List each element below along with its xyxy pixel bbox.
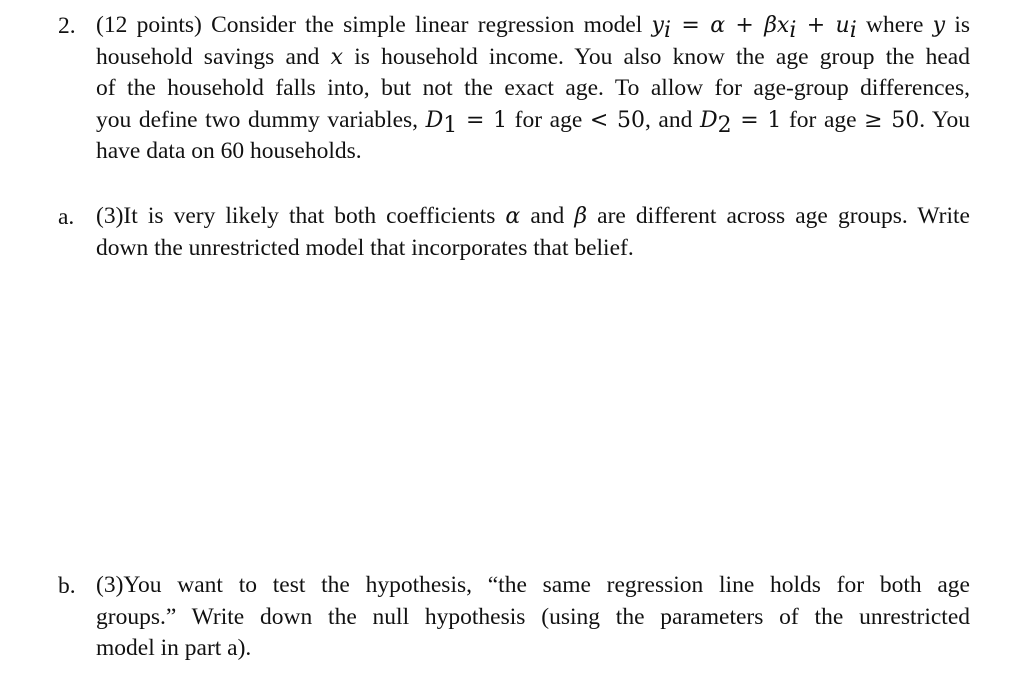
- question-2-line-1: (12 points) Consider the simple linear regression model $y_i = \alpha + \beta x_i + u_i$ where y is: [96, 12, 971, 43]
- question-2-text: [96, 10, 970, 168]
- question-2-line-4: you define two dummy variables, $D_1 = 1$ for age < 50, and $D_2 = 1$ for age ≥ 50. You: [96, 106, 970, 138]
- part-a-line-2: down the unrestricted model that incorporates that belief.: [96, 234, 634, 261]
- part-b-label: b.: [58, 573, 76, 599]
- part-b-line-1: (3)You want to test the hypothesis, “the same regression line holds for both age: [96, 572, 970, 598]
- part-b-line-2: groups.” Write down the null hypothesis (using the parameters of the unrestricted: [96, 603, 970, 630]
- question-2-line-2: household savings and x is household income. You also know the age group the head: [96, 43, 970, 70]
- part-b-text: [96, 570, 970, 665]
- question-2-line-3: of the household falls into, but not the exact age. To allow for age-group differences,: [96, 75, 970, 102]
- part-a-line-1: (3)It is very likely that both coefficients α and β are different across age groups. Write: [96, 203, 970, 229]
- part-a-label: a.: [58, 204, 75, 230]
- question-2-line-5: have data on 60 households.: [96, 138, 362, 165]
- part-a-text: [96, 201, 970, 264]
- part-b-line-3: model in part a).: [96, 635, 252, 662]
- question-number: 2.: [58, 13, 76, 39]
- regression-equation: $y_i = \alpha + \beta x_i + u_i$: [651, 13, 857, 43]
